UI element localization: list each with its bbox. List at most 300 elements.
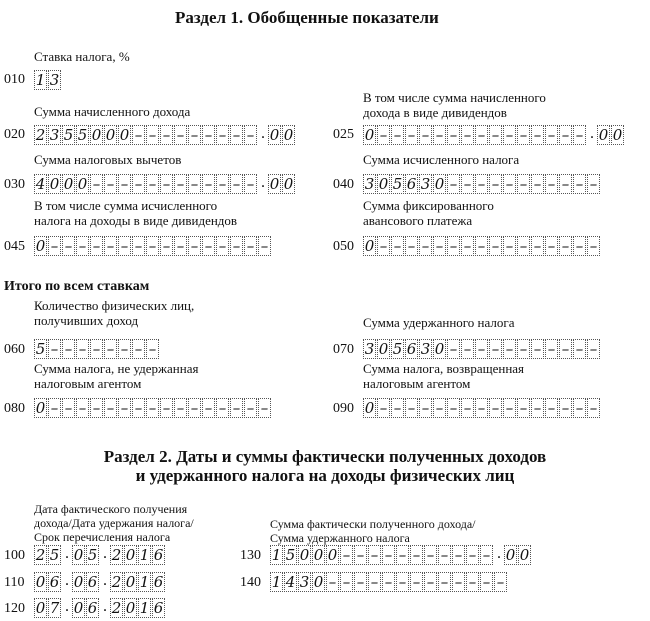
- field-020-cells[interactable]: [34, 125, 296, 145]
- form-cell[interactable]: –: [475, 236, 488, 256]
- form-cell[interactable]: –: [76, 339, 89, 359]
- form-cell[interactable]: 0: [612, 126, 623, 144]
- form-cell[interactable]: 0: [505, 546, 516, 564]
- form-cell[interactable]: –: [160, 125, 173, 145]
- form-cell[interactable]: –: [461, 236, 474, 256]
- decimal-point: .: [497, 545, 501, 562]
- date-separator: .: [103, 598, 107, 615]
- form-cell[interactable]: –: [396, 572, 409, 592]
- form-cell[interactable]: 0: [125, 599, 136, 617]
- form-cell[interactable]: –: [433, 236, 446, 256]
- section2-title-line2: и удержанного налога на доходы физических лиц: [135, 466, 515, 485]
- form-cell[interactable]: 0: [119, 126, 130, 144]
- field-070-label: Сумма удержанного налога: [363, 315, 515, 330]
- form-cell[interactable]: –: [48, 339, 61, 359]
- form-cell[interactable]: –: [461, 174, 474, 194]
- form-cell[interactable]: –: [188, 174, 201, 194]
- form-cell[interactable]: 0: [77, 175, 88, 193]
- field-045-label: В том числе сумма исчисленного налога на доходы в виде дивидендов: [34, 198, 238, 228]
- form-cell[interactable]: –: [76, 236, 89, 256]
- form-cell[interactable]: –: [174, 174, 187, 194]
- form-cell[interactable]: –: [559, 398, 572, 418]
- form-cell[interactable]: –: [410, 572, 423, 592]
- field-120-date[interactable]: [34, 598, 166, 618]
- form-cell[interactable]: –: [531, 398, 544, 418]
- field-025-decimal-cells[interactable]: [597, 125, 625, 145]
- form-cell[interactable]: –: [354, 572, 367, 592]
- form-cell[interactable]: –: [382, 572, 395, 592]
- form-cell[interactable]: 6: [153, 546, 164, 564]
- form-cell[interactable]: –: [447, 174, 460, 194]
- form-cell[interactable]: 0: [378, 340, 389, 358]
- form-cell[interactable]: –: [545, 339, 558, 359]
- section2-date-label: Дата фактического получения дохода/Дата удержания налога/ Срок перечисления налога: [34, 502, 194, 544]
- form-cell[interactable]: –: [573, 398, 586, 418]
- form-cell[interactable]: 6: [406, 340, 417, 358]
- form-cell[interactable]: –: [559, 174, 572, 194]
- form-cell[interactable]: –: [104, 174, 117, 194]
- form-cell[interactable]: –: [475, 398, 488, 418]
- form-cell[interactable]: –: [391, 398, 404, 418]
- form-cell[interactable]: –: [258, 236, 271, 256]
- field-090-code: 090: [333, 401, 354, 416]
- field-010-label: Ставка налога, %: [34, 49, 130, 64]
- form-cell[interactable]: –: [452, 572, 465, 592]
- form-cell[interactable]: 3: [420, 175, 431, 193]
- form-cell[interactable]: –: [230, 174, 243, 194]
- field-080-code: 080: [4, 401, 25, 416]
- form-cell[interactable]: –: [377, 398, 390, 418]
- form-cell[interactable]: 5: [392, 340, 403, 358]
- form-cell[interactable]: –: [132, 125, 145, 145]
- form-cell[interactable]: 5: [49, 546, 60, 564]
- form-cell[interactable]: 0: [299, 546, 310, 564]
- form-cell[interactable]: –: [62, 339, 75, 359]
- form-cell[interactable]: –: [475, 174, 488, 194]
- form-cell[interactable]: –: [76, 398, 89, 418]
- form-cell[interactable]: –: [587, 398, 600, 418]
- form-cell[interactable]: –: [391, 236, 404, 256]
- form-cell[interactable]: 0: [73, 573, 84, 591]
- form-cell[interactable]: –: [517, 125, 530, 145]
- form-cell[interactable]: –: [202, 398, 215, 418]
- field-110-code: 110: [4, 575, 25, 590]
- form-cell[interactable]: 0: [364, 126, 375, 144]
- form-cell[interactable]: –: [433, 398, 446, 418]
- form-cell[interactable]: 2: [111, 599, 122, 617]
- form-cell[interactable]: –: [531, 125, 544, 145]
- form-cell[interactable]: –: [174, 125, 187, 145]
- form-cell[interactable]: 2: [35, 546, 46, 564]
- form-cell[interactable]: –: [104, 236, 117, 256]
- field-040-cells[interactable]: [363, 174, 601, 194]
- form-cell[interactable]: –: [202, 174, 215, 194]
- form-cell[interactable]: –: [48, 398, 61, 418]
- form-cell[interactable]: 1: [35, 71, 46, 89]
- form-cell[interactable]: –: [396, 545, 409, 565]
- form-cell[interactable]: –: [489, 236, 502, 256]
- form-cell[interactable]: –: [405, 236, 418, 256]
- form-cell[interactable]: 3: [420, 340, 431, 358]
- form-cell[interactable]: –: [244, 398, 257, 418]
- form-cell[interactable]: –: [466, 572, 479, 592]
- form-cell[interactable]: 1: [271, 546, 282, 564]
- field-010-code: 010: [4, 72, 25, 87]
- form-cell[interactable]: –: [531, 339, 544, 359]
- form-cell[interactable]: –: [132, 339, 145, 359]
- form-cell[interactable]: –: [489, 398, 502, 418]
- form-cell[interactable]: 3: [364, 175, 375, 193]
- form-cell[interactable]: 0: [283, 126, 294, 144]
- form-cell[interactable]: –: [573, 339, 586, 359]
- form-cell[interactable]: 2: [111, 546, 122, 564]
- field-090-label: Сумма налога, возвращенная налоговым агентом: [363, 361, 525, 391]
- form-cell[interactable]: –: [377, 125, 390, 145]
- field-110-day-cells[interactable]: [34, 572, 62, 592]
- form-cell[interactable]: –: [587, 174, 600, 194]
- field-100-year-cells[interactable]: [110, 545, 166, 565]
- field-045-cells[interactable]: [34, 236, 272, 256]
- form-cell[interactable]: 7: [49, 599, 60, 617]
- form-cell[interactable]: –: [480, 545, 493, 565]
- form-cell[interactable]: –: [545, 125, 558, 145]
- form-cell[interactable]: 0: [73, 599, 84, 617]
- section2-title-line1: Раздел 2. Даты и суммы фактически полученных доходов: [103, 447, 547, 466]
- field-050-label: Сумма фиксированного авансового платежа: [363, 198, 494, 228]
- form-cell[interactable]: 6: [153, 599, 164, 617]
- form-cell[interactable]: –: [216, 398, 229, 418]
- form-cell[interactable]: –: [517, 236, 530, 256]
- field-020-integer-cells[interactable]: [34, 125, 258, 145]
- form-cell[interactable]: 0: [91, 126, 102, 144]
- form-cell[interactable]: 0: [434, 340, 445, 358]
- field-030-label: Сумма налоговых вычетов: [34, 152, 182, 167]
- form-cell[interactable]: –: [503, 339, 516, 359]
- form-cell[interactable]: –: [438, 545, 451, 565]
- form-cell[interactable]: –: [461, 125, 474, 145]
- field-140-code: 140: [240, 575, 261, 590]
- form-cell[interactable]: –: [517, 339, 530, 359]
- form-cell[interactable]: 2: [111, 573, 122, 591]
- form-cell[interactable]: –: [480, 572, 493, 592]
- field-120-year-cells[interactable]: [110, 598, 166, 618]
- form-cell[interactable]: –: [118, 236, 131, 256]
- form-cell[interactable]: 5: [87, 546, 98, 564]
- form-cell[interactable]: 0: [519, 546, 530, 564]
- form-cell[interactable]: –: [461, 339, 474, 359]
- form-cell[interactable]: –: [216, 236, 229, 256]
- form-cell[interactable]: 0: [105, 126, 116, 144]
- form-cell[interactable]: –: [573, 174, 586, 194]
- form-cell[interactable]: 0: [49, 175, 60, 193]
- form-cell[interactable]: –: [326, 572, 339, 592]
- form-cell[interactable]: –: [146, 339, 159, 359]
- form-cell[interactable]: –: [559, 236, 572, 256]
- form-cell[interactable]: –: [160, 398, 173, 418]
- decimal-point: .: [261, 174, 265, 191]
- form-cell[interactable]: 3: [299, 573, 310, 591]
- form-cell[interactable]: 6: [87, 573, 98, 591]
- form-cell[interactable]: 6: [406, 175, 417, 193]
- field-110-year-cells[interactable]: [110, 572, 166, 592]
- form-cell[interactable]: –: [230, 125, 243, 145]
- form-cell[interactable]: 0: [378, 175, 389, 193]
- form-cell[interactable]: –: [517, 398, 530, 418]
- field-050-code: 050: [333, 239, 354, 254]
- decimal-point: .: [590, 125, 594, 142]
- field-060-code: 060: [4, 342, 25, 357]
- form-cell[interactable]: –: [216, 125, 229, 145]
- form-cell[interactable]: –: [503, 125, 516, 145]
- form-cell[interactable]: –: [489, 339, 502, 359]
- form-cell[interactable]: –: [573, 236, 586, 256]
- form-cell[interactable]: –: [340, 545, 353, 565]
- field-130-integer-cells[interactable]: [270, 545, 494, 565]
- form-cell[interactable]: –: [202, 125, 215, 145]
- form-cell[interactable]: 5: [63, 126, 74, 144]
- form-cell[interactable]: –: [447, 398, 460, 418]
- field-130-decimal-cells[interactable]: [504, 545, 532, 565]
- field-040-code: 040: [333, 177, 354, 192]
- form-cell[interactable]: 0: [283, 175, 294, 193]
- form-cell[interactable]: –: [354, 545, 367, 565]
- section2-amount-label: Сумма фактически полученного дохода/ Сумма удержанного налога: [270, 517, 476, 545]
- form-cell[interactable]: –: [424, 572, 437, 592]
- form-cell[interactable]: –: [475, 339, 488, 359]
- form-cell[interactable]: –: [174, 398, 187, 418]
- form-cell[interactable]: –: [503, 236, 516, 256]
- form-cell[interactable]: –: [188, 236, 201, 256]
- form-cell[interactable]: –: [174, 236, 187, 256]
- form-cell[interactable]: –: [146, 174, 159, 194]
- form-cell[interactable]: –: [545, 174, 558, 194]
- form-cell[interactable]: –: [587, 339, 600, 359]
- form-cell[interactable]: –: [104, 398, 117, 418]
- form-cell[interactable]: –: [62, 398, 75, 418]
- field-045-code: 045: [4, 239, 25, 254]
- form-cell[interactable]: 4: [285, 573, 296, 591]
- form-cell[interactable]: 0: [63, 175, 74, 193]
- field-025-label: В том числе сумма начисленного дохода в виде дивидендов: [363, 90, 546, 120]
- date-separator: .: [103, 572, 107, 589]
- form-cell[interactable]: –: [244, 174, 257, 194]
- form-cell[interactable]: 0: [125, 573, 136, 591]
- form-cell[interactable]: –: [146, 125, 159, 145]
- form-cell[interactable]: 3: [364, 340, 375, 358]
- form-cell[interactable]: –: [573, 125, 586, 145]
- form-cell[interactable]: 1: [139, 546, 150, 564]
- field-030-integer-cells[interactable]: [34, 174, 258, 194]
- field-080-label: Сумма налога, не удержанная налоговым агентом: [34, 361, 199, 391]
- form-cell[interactable]: –: [132, 236, 145, 256]
- form-cell[interactable]: –: [419, 398, 432, 418]
- form-cell[interactable]: –: [258, 398, 271, 418]
- form-cell[interactable]: –: [405, 125, 418, 145]
- field-120-month-cells[interactable]: [72, 598, 100, 618]
- form-cell[interactable]: –: [104, 339, 117, 359]
- form-cell[interactable]: –: [447, 236, 460, 256]
- form-cell[interactable]: –: [475, 125, 488, 145]
- form-cell[interactable]: –: [244, 236, 257, 256]
- field-100-month-cells[interactable]: [72, 545, 100, 565]
- form-cell[interactable]: 6: [49, 573, 60, 591]
- field-070-code: 070: [333, 342, 354, 357]
- form-cell[interactable]: 5: [77, 126, 88, 144]
- form-cell[interactable]: –: [244, 125, 257, 145]
- field-025-cells[interactable]: [363, 125, 625, 145]
- field-080-cells[interactable]: [34, 398, 272, 418]
- form-cell[interactable]: –: [188, 125, 201, 145]
- field-130-code: 130: [240, 548, 261, 563]
- form-cell[interactable]: 0: [269, 126, 280, 144]
- form-cell[interactable]: –: [419, 236, 432, 256]
- form-cell[interactable]: 0: [35, 599, 46, 617]
- form-cell[interactable]: –: [410, 545, 423, 565]
- form-cell[interactable]: 5: [35, 340, 46, 358]
- form-cell[interactable]: 3: [49, 71, 60, 89]
- date-separator: .: [65, 598, 69, 615]
- form-cell[interactable]: –: [419, 125, 432, 145]
- field-110-month-cells[interactable]: [72, 572, 100, 592]
- form-cell[interactable]: 2: [35, 126, 46, 144]
- form-cell[interactable]: –: [146, 236, 159, 256]
- form-cell[interactable]: 5: [285, 546, 296, 564]
- form-cell[interactable]: –: [461, 398, 474, 418]
- form-cell[interactable]: –: [90, 236, 103, 256]
- form-cell[interactable]: –: [405, 398, 418, 418]
- field-010-cells[interactable]: [34, 70, 62, 90]
- form-cell[interactable]: 0: [73, 546, 84, 564]
- field-020-label: Сумма начисленного дохода: [34, 104, 191, 119]
- form-cell[interactable]: –: [62, 236, 75, 256]
- form-cell[interactable]: –: [494, 572, 507, 592]
- form-cell[interactable]: –: [559, 125, 572, 145]
- form-cell[interactable]: –: [118, 339, 131, 359]
- form-cell[interactable]: –: [160, 236, 173, 256]
- field-030-cells[interactable]: [34, 174, 296, 194]
- form-cell[interactable]: 0: [125, 546, 136, 564]
- form-cell[interactable]: –: [433, 125, 446, 145]
- form-cell[interactable]: –: [489, 125, 502, 145]
- field-025-code: 025: [333, 127, 354, 142]
- form-cell[interactable]: –: [368, 572, 381, 592]
- form-cell[interactable]: 0: [364, 237, 375, 255]
- form-cell[interactable]: –: [90, 339, 103, 359]
- date-separator: .: [103, 545, 107, 562]
- form-cell[interactable]: –: [230, 236, 243, 256]
- form-cell[interactable]: 4: [35, 175, 46, 193]
- field-030-code: 030: [4, 177, 25, 192]
- form-cell[interactable]: –: [202, 236, 215, 256]
- form-cell[interactable]: –: [438, 572, 451, 592]
- section1-title: Раздел 1. Обобщенные показатели: [175, 8, 439, 27]
- form-cell[interactable]: –: [118, 174, 131, 194]
- field-060-label: Количество физических лиц, получивших доход: [34, 298, 195, 328]
- date-separator: .: [65, 545, 69, 562]
- form-cell[interactable]: –: [503, 174, 516, 194]
- field-120-day-cells[interactable]: [34, 598, 62, 618]
- field-090-cells[interactable]: [363, 398, 601, 418]
- form-cell[interactable]: –: [340, 572, 353, 592]
- form-cell[interactable]: 1: [271, 573, 282, 591]
- form-cell[interactable]: –: [587, 236, 600, 256]
- form-cell[interactable]: –: [531, 236, 544, 256]
- form-cell[interactable]: –: [132, 174, 145, 194]
- form-cell[interactable]: 0: [35, 399, 46, 417]
- form-cell[interactable]: 6: [87, 599, 98, 617]
- form-cell[interactable]: –: [230, 398, 243, 418]
- field-070-cells[interactable]: [363, 339, 601, 359]
- form-cell[interactable]: –: [531, 174, 544, 194]
- form-cell[interactable]: 0: [327, 546, 338, 564]
- form-cell[interactable]: –: [424, 545, 437, 565]
- form-cell[interactable]: –: [377, 236, 390, 256]
- form-cell[interactable]: –: [160, 174, 173, 194]
- form-cell[interactable]: –: [489, 174, 502, 194]
- form-cell[interactable]: 5: [392, 175, 403, 193]
- field-110-date[interactable]: [34, 572, 166, 592]
- form-cell[interactable]: –: [545, 236, 558, 256]
- form-cell[interactable]: 0: [434, 175, 445, 193]
- field-040-label: Сумма исчисленного налога: [363, 152, 520, 167]
- form-cell[interactable]: 3: [49, 126, 60, 144]
- form-cell[interactable]: –: [188, 398, 201, 418]
- form-cell[interactable]: –: [48, 236, 61, 256]
- form-cell[interactable]: 0: [313, 546, 324, 564]
- form-cell[interactable]: –: [503, 398, 516, 418]
- form-cell[interactable]: –: [368, 545, 381, 565]
- totals-title: Итого по всем ставкам: [4, 279, 150, 294]
- form-cell[interactable]: –: [90, 174, 103, 194]
- form-cell[interactable]: –: [391, 125, 404, 145]
- field-130-cells[interactable]: [270, 545, 532, 565]
- form-cell[interactable]: –: [132, 398, 145, 418]
- form-cell[interactable]: 0: [313, 573, 324, 591]
- form-cell[interactable]: –: [517, 174, 530, 194]
- field-100-date[interactable]: [34, 545, 166, 565]
- field-060-cells[interactable]: [34, 339, 160, 359]
- form-cell[interactable]: –: [452, 545, 465, 565]
- form-cell[interactable]: 0: [269, 175, 280, 193]
- field-020-decimal-cells[interactable]: [268, 125, 296, 145]
- form-cell[interactable]: –: [466, 545, 479, 565]
- form-cell[interactable]: –: [447, 125, 460, 145]
- date-separator: .: [65, 572, 69, 589]
- field-020-code: 020: [4, 127, 25, 142]
- form-cell[interactable]: –: [382, 545, 395, 565]
- form-cell[interactable]: 0: [598, 126, 609, 144]
- field-050-cells[interactable]: [363, 236, 601, 256]
- form-cell[interactable]: –: [447, 339, 460, 359]
- form-cell[interactable]: 0: [35, 573, 46, 591]
- field-025-integer-cells[interactable]: [363, 125, 587, 145]
- form-cell[interactable]: –: [90, 398, 103, 418]
- form-cell[interactable]: 0: [35, 237, 46, 255]
- form-cell[interactable]: 1: [139, 599, 150, 617]
- form-cell[interactable]: 1: [139, 573, 150, 591]
- form-cell[interactable]: –: [216, 174, 229, 194]
- form-cell[interactable]: –: [118, 398, 131, 418]
- field-100-code: 100: [4, 548, 25, 563]
- form-cell[interactable]: 0: [364, 399, 375, 417]
- form-cell[interactable]: 6: [153, 573, 164, 591]
- form-cell[interactable]: –: [559, 339, 572, 359]
- field-030-decimal-cells[interactable]: [268, 174, 296, 194]
- form-cell[interactable]: –: [146, 398, 159, 418]
- field-140-cells[interactable]: [270, 572, 508, 592]
- field-100-day-cells[interactable]: [34, 545, 62, 565]
- form-cell[interactable]: –: [545, 398, 558, 418]
